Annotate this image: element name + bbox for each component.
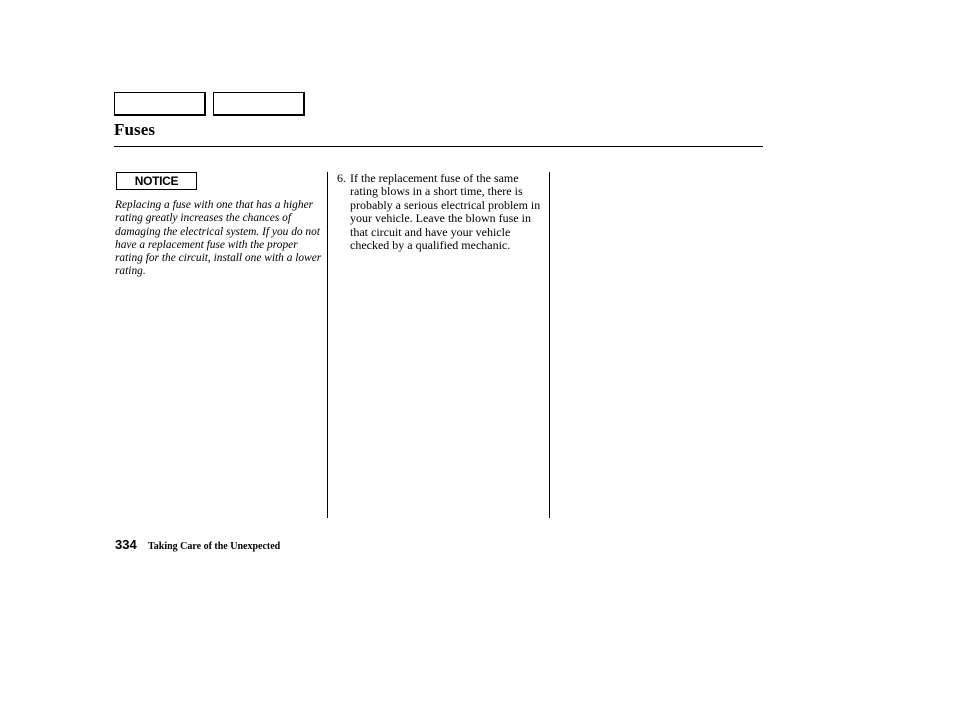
column-divider-right xyxy=(549,172,550,518)
column-divider-left xyxy=(327,172,328,518)
notice-badge: NOTICE xyxy=(116,172,197,190)
notice-text: Replacing a fuse with one that has a higher rating greatly increases the chances of damaging the electrical system. If you do not have a replacement fuse with the proper rating for the circuit, install one with a lower rating. xyxy=(115,199,322,278)
chapter-title: Taking Care of the Unexpected xyxy=(148,541,281,552)
title-divider xyxy=(114,146,763,147)
nav-next-button[interactable] xyxy=(213,92,305,116)
nav-previous-button[interactable] xyxy=(114,92,206,116)
page-title: Fuses xyxy=(114,120,156,139)
step-number: 6. xyxy=(337,171,346,185)
page-number: 334 xyxy=(115,537,137,552)
step-text: If the replacement fuse of the same rating blows in a short time, there is probably a serious electrical problem in your vehicle. Leave the blown fuse in that circuit and have your vehicle checked by a qualified mechanic. xyxy=(350,171,541,253)
step-item xyxy=(337,172,542,252)
